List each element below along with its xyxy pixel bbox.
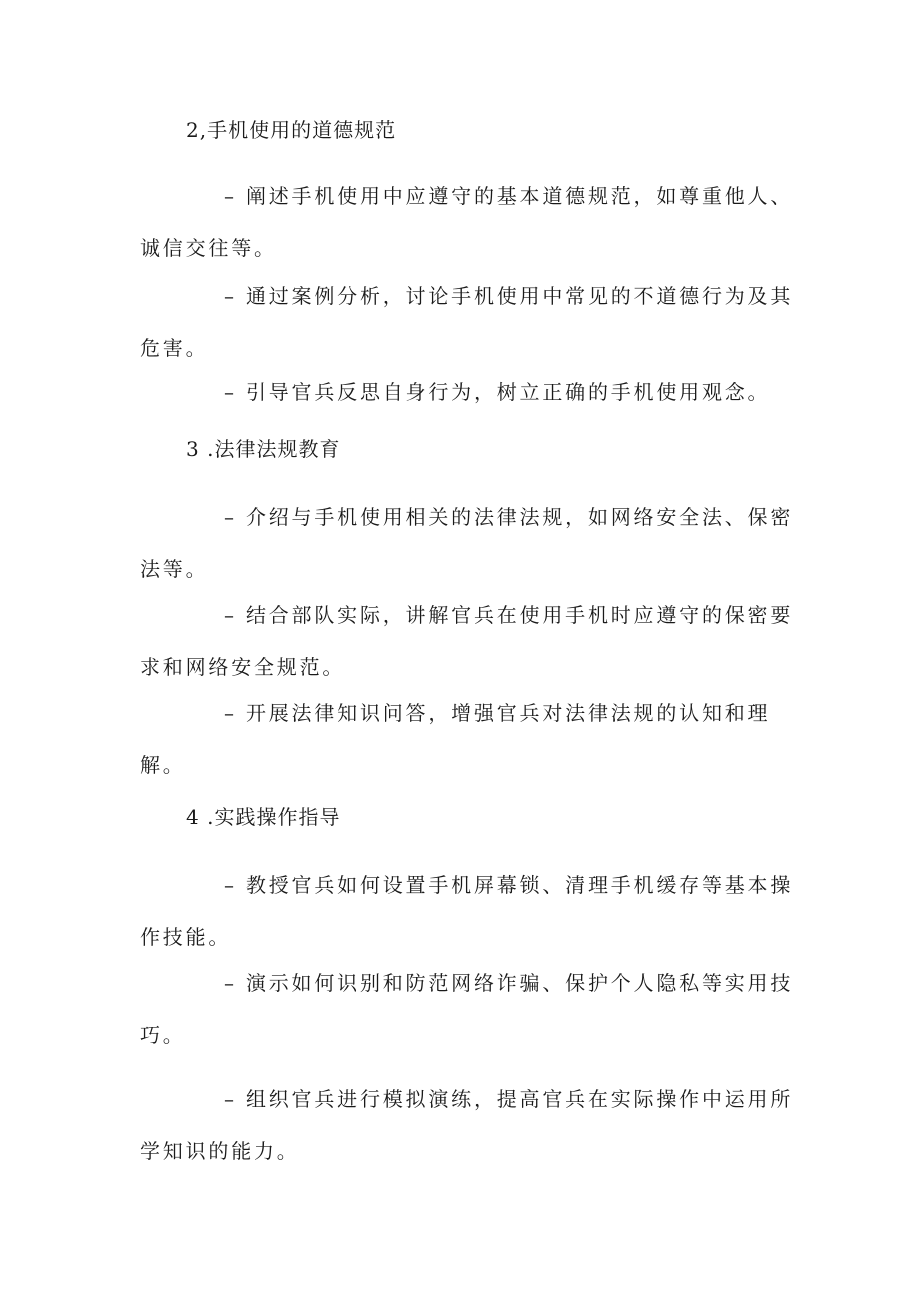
list-item: – 通过案例分析，讨论手机使用中常见的不道德行为及其危害。 — [140, 284, 794, 360]
list-item: – 结合部队实际，讲解官兵在使用手机时应遵守的保密要求和网络安全规范。 — [140, 603, 794, 679]
list-item: – 组织官兵进行模拟演练，提高官兵在实际操作中运用所学知识的能力。 — [140, 1087, 794, 1163]
section-heading-practice: 4 .实践操作指导 — [186, 805, 341, 829]
list-item: – 阐述手机使用中应遵守的基本道德规范，如尊重他人、诚信交往等。 — [140, 184, 794, 260]
section-heading-ethics: 2,手机使用的道德规范 — [186, 118, 397, 142]
section-heading-law: 3 .法律法规教育 — [186, 437, 341, 461]
list-item: – 演示如何识别和防范网络诈骗、保护个人隐私等实用技巧。 — [140, 971, 794, 1047]
list-item: – 介绍与手机使用相关的法律法规，如网络安全法、保密法等。 — [140, 505, 794, 581]
list-item: – 开展法律知识问答，增强官兵对法律法规的认知和理解。 — [140, 701, 771, 777]
list-item: – 教授官兵如何设置手机屏幕锁、清理手机缓存等基本操作技能。 — [140, 873, 794, 949]
list-item: – 引导官兵反思自身行为，树立正确的手机使用观念。 — [224, 380, 771, 404]
